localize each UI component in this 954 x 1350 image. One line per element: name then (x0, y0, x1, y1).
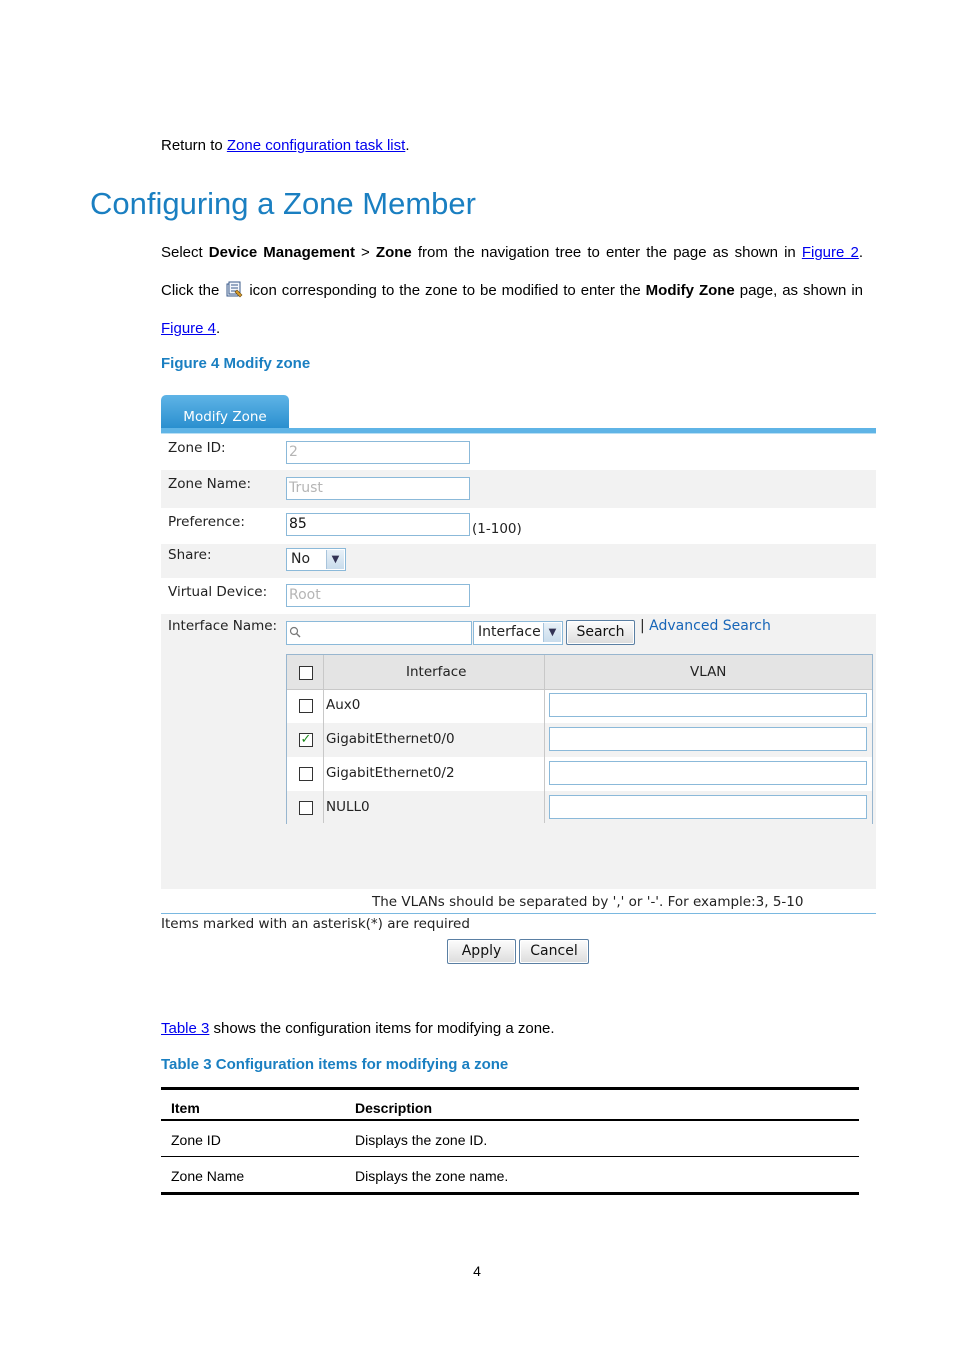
required-note: Items marked with an asterisk(*) are required (161, 916, 470, 932)
cell-item: Zone Name (161, 1157, 345, 1194)
table-caption: Table 3 Configuration items for modifying a zone (161, 1056, 509, 1073)
vlan-input[interactable] (549, 693, 867, 717)
zone-id-row (161, 434, 876, 470)
col-interface: Interface (406, 664, 467, 680)
preference-field[interactable]: 85 (286, 513, 470, 536)
interface-name: NULL0 (326, 799, 370, 815)
intro-text: icon corresponding to the zone to be modified to enter the (249, 282, 646, 299)
tab-modify-zone[interactable]: Modify Zone (161, 395, 289, 428)
filter-select-value: Interface (478, 624, 541, 640)
page-number: 4 (473, 1263, 481, 1279)
zone-name-row (161, 470, 876, 508)
table-row (161, 1120, 859, 1157)
virtual-device-field: Root (286, 584, 470, 607)
share-select[interactable] (286, 548, 346, 571)
header-item: Item (161, 1089, 345, 1121)
section-title: Configuring a Zone Member (90, 186, 476, 221)
figure-caption: Figure 4 Modify zone (161, 355, 311, 372)
share-row (161, 544, 876, 578)
preference-row (161, 508, 876, 544)
table-intro (161, 1020, 555, 1037)
intro-text: page, as shown in (734, 282, 863, 299)
share-label: Share: (168, 547, 212, 563)
vlan-input[interactable] (549, 761, 867, 785)
interface-name: Aux0 (326, 697, 361, 713)
zone-id-field: 2 (286, 441, 470, 464)
config-items-table (161, 1087, 859, 1195)
chevron-down-icon: ▼ (543, 623, 561, 642)
intro-bold-device-management: Device Management (208, 244, 355, 261)
interface-grid (286, 654, 873, 824)
intro-paragraph (161, 234, 863, 348)
apply-button[interactable]: Apply (447, 939, 516, 964)
cell-item: Zone ID (161, 1120, 345, 1157)
zone-name-label: Zone Name: (168, 476, 252, 492)
zone-name-field: Trust (286, 477, 470, 500)
zone-id-label: Zone ID: (168, 440, 226, 456)
search-icon (289, 626, 301, 638)
intro-text: from the navigation tree to enter the page as shown in (411, 244, 802, 261)
virtual-device-row (161, 578, 876, 614)
virtual-device-label: Virtual Device: (168, 584, 268, 600)
table-intro-text: shows the configuration items for modifying a zone. (209, 1020, 555, 1037)
row-checkbox[interactable] (299, 767, 313, 781)
interface-name: GigabitEthernet0/2 (326, 765, 455, 781)
interface-filter-select[interactable] (473, 621, 563, 645)
intro-text: > (354, 244, 376, 261)
preference-label: Preference: (168, 514, 245, 530)
row-checkbox[interactable]: ✓ (300, 732, 312, 747)
vlan-input[interactable] (549, 727, 867, 751)
search-button[interactable]: Search (566, 620, 635, 645)
intro-text: . (216, 320, 221, 337)
vlan-note: The VLANs should be separated by ',' or '-'. For example:3, 5-10 (372, 894, 804, 910)
vlan-input[interactable] (549, 795, 867, 819)
separator: | (640, 618, 645, 634)
col-vlan: VLAN (690, 664, 727, 680)
table-row (287, 723, 872, 757)
header-description: Description (345, 1089, 859, 1121)
row-checkbox[interactable] (299, 801, 313, 815)
advanced-search-link[interactable]: Advanced Search (649, 618, 771, 634)
select-all-checkbox[interactable] (299, 666, 313, 680)
table-row (287, 791, 872, 825)
table-header-row (161, 1089, 859, 1121)
table-3-link[interactable]: Table 3 (161, 1020, 210, 1037)
modify-icon (225, 275, 243, 293)
row-checkbox[interactable] (299, 699, 313, 713)
table-row (287, 689, 872, 723)
share-select-value: No (291, 551, 311, 567)
grid-header (287, 655, 872, 690)
column-divider (323, 655, 324, 823)
figure-2-link[interactable]: Figure 2 (801, 244, 859, 261)
cell-description: Displays the zone name. (345, 1157, 859, 1194)
zone-task-list-link[interactable]: Zone configuration task list (226, 137, 406, 154)
intro-bold-modify-zone: Modify Zone (645, 282, 735, 299)
column-divider (544, 655, 545, 823)
figure-4-link[interactable]: Figure 4 (161, 320, 217, 337)
preference-range: (1-100) (472, 521, 522, 537)
cell-description: Displays the zone ID. (345, 1120, 859, 1157)
return-suffix: . (405, 137, 410, 154)
advanced-search-wrap (640, 618, 771, 634)
cancel-button[interactable]: Cancel (519, 939, 589, 964)
intro-bold-zone: Zone (375, 244, 412, 261)
interface-name: GigabitEthernet0/0 (326, 731, 455, 747)
chevron-down-icon: ▼ (326, 550, 344, 569)
return-prefix: Return to (161, 137, 227, 154)
intro-text: . Click the (161, 244, 863, 299)
return-line (161, 137, 409, 154)
intro-text: Select (161, 244, 209, 261)
interface-name-label: Interface Name: (168, 618, 278, 634)
bottom-rule (161, 913, 876, 914)
table-row (161, 1157, 859, 1194)
interface-search-input[interactable] (286, 621, 472, 645)
table-row (287, 757, 872, 791)
